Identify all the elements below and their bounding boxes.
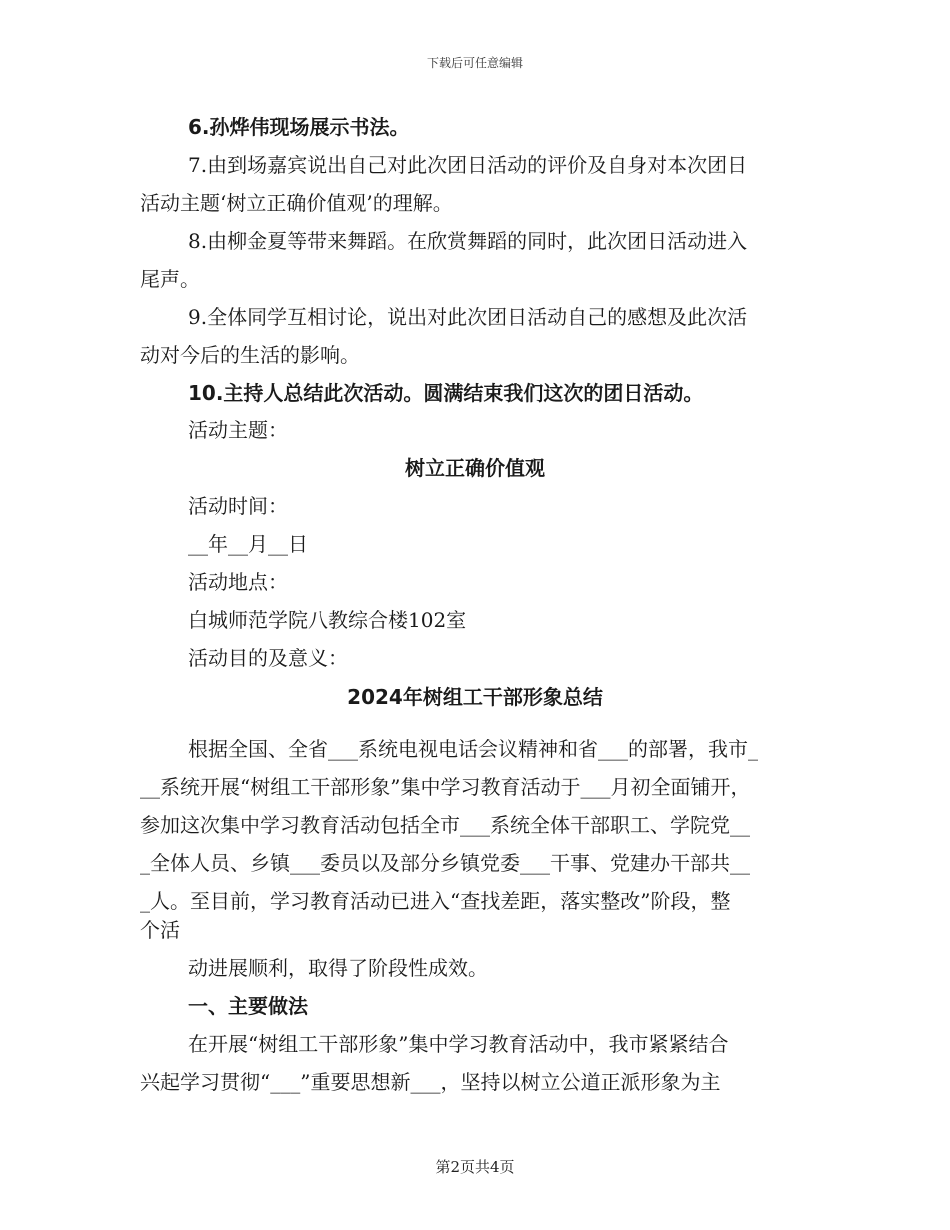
purpose-label: 活动目的及意义：: [188, 646, 348, 670]
paragraph-line: __系统开展“树组工干部形象”集中学习教育活动于___月初全面铺开，: [140, 775, 751, 799]
paragraph-line: _全体人员、乡镇___委员以及部分乡镇党委___干事、党建办干部共__: [140, 851, 750, 875]
paragraph-line: 兴起学习贯彻“___”重要思想新___，坚持以树立公道正派形象为主: [140, 1070, 721, 1094]
section-heading: 一、主要做法: [188, 994, 308, 1018]
summary-title: 2024年树组工干部形象总结: [347, 685, 603, 709]
paragraph-line: 个活: [140, 918, 180, 942]
time-value: __年__月__日: [188, 532, 308, 556]
item-9-line2: 动对今后的生活的影响。: [140, 343, 360, 367]
item-9-line1: 9.全体同学互相讨论，说出对此次团日活动自己的感想及此次活: [188, 305, 748, 329]
item-6: 6.孙烨伟现场展示书法。: [188, 115, 410, 139]
theme-label: 活动主题：: [188, 418, 288, 442]
page-number: 第2页共4页: [435, 1158, 515, 1176]
paragraph-line: 动进展顺利，取得了阶段性成效。: [188, 956, 488, 980]
time-label: 活动时间：: [188, 494, 288, 518]
paragraph-line: 参加这次集中学习教育活动包括全市___系统全体干部职工、学院党__: [140, 813, 750, 837]
page-header-note: 下载后可任意编辑: [426, 56, 523, 70]
place-label: 活动地点：: [188, 570, 288, 594]
place-value: 白城师范学院八教综合楼102室: [188, 608, 467, 632]
paragraph-line: 在开展“树组工干部形象”集中学习教育活动中，我市紧紧结合: [188, 1032, 729, 1056]
item-8-line1: 8.由柳金夏等带来舞蹈。在欣赏舞蹈的同时，此次团日活动进入: [188, 229, 748, 253]
paragraph-line: _人。至目前，学习教育活动已进入“查找差距，落实整改”阶段，整: [140, 889, 731, 913]
item-7-line1: 7.由到场嘉宾说出自己对此次团日活动的评价及自身对本次团日: [188, 153, 748, 177]
theme-title: 树立正确价值观: [405, 456, 545, 480]
paragraph-line: 根据全国、全省___系统电视电话会议精神和省___的部署，我市_: [188, 737, 758, 761]
item-10: 10.主持人总结此次活动。圆满结束我们这次的团日活动。: [188, 381, 704, 405]
item-7-line2: 活动主题‘树立正确价值观’的理解。: [140, 191, 453, 215]
item-8-line2: 尾声。: [140, 267, 200, 291]
